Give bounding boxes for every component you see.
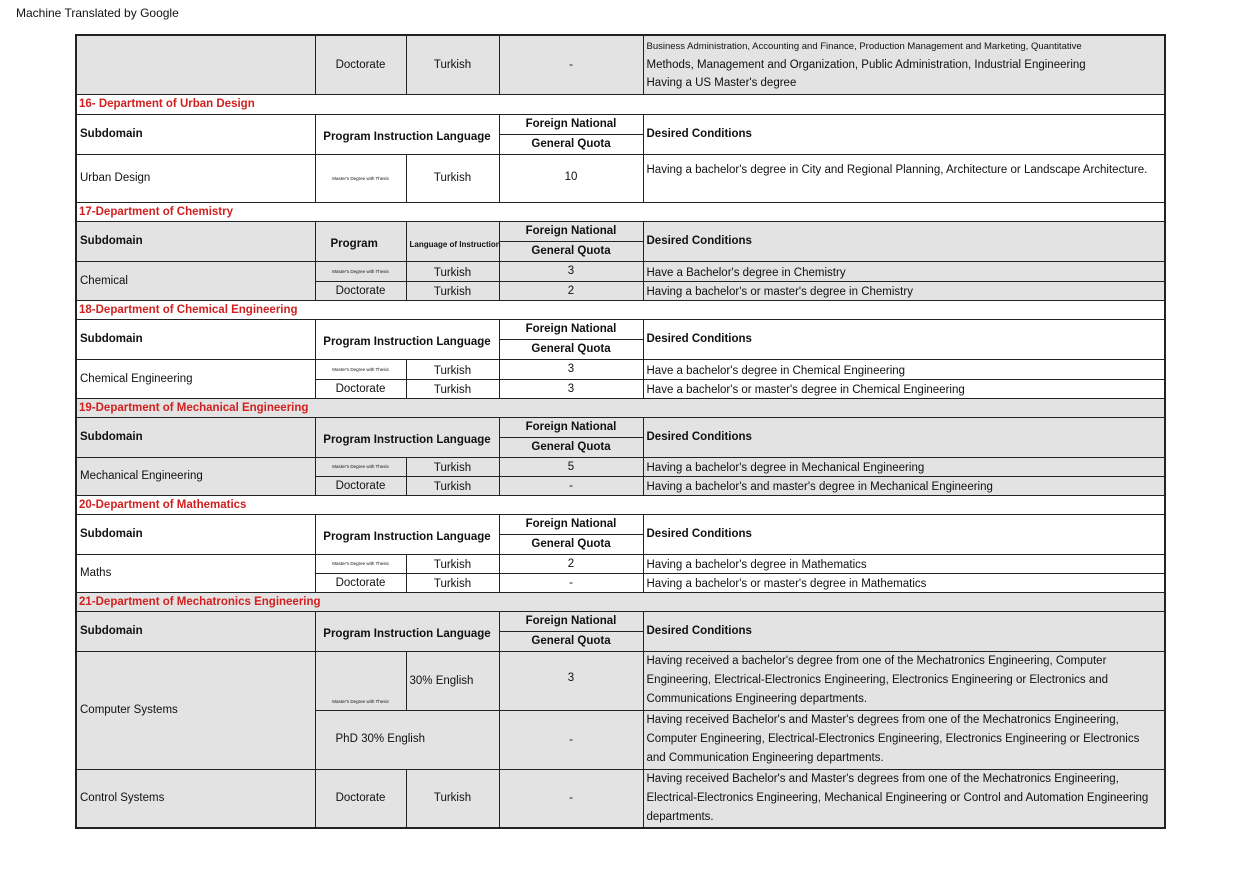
foreign-national-label: Foreign National	[500, 115, 643, 135]
foreign-national-label: Foreign National	[500, 320, 643, 340]
department-title-row	[76, 592, 1165, 611]
foreign-national-label: Foreign National	[500, 515, 643, 535]
quota-cell: -	[499, 573, 643, 592]
department-title: 18-Department of Chemical Engineering	[76, 300, 1165, 319]
conditions-cell: Having received Bachelor's and Master's degrees from one of the Mechatronics Engineering, Computer Engineering, Electrical-Electronics Engineering, Electronics Engineering or Electronics and Communication Engineering departments.	[643, 710, 1165, 769]
header-row	[76, 417, 1165, 457]
subdomain-header: Subdomain	[76, 114, 315, 154]
table-row	[76, 651, 1165, 710]
conditions-cell: Having a bachelor's or master's degree in Mathematics	[643, 573, 1165, 592]
subdomain-cell: Computer Systems	[76, 651, 315, 769]
header-row	[76, 114, 1165, 154]
conditions-cell: Having a bachelor's or master's degree in Chemistry	[643, 281, 1165, 300]
subdomain-cell: Chemical	[76, 261, 315, 300]
foreign-national-label: Foreign National	[500, 222, 643, 242]
table-row	[76, 769, 1165, 828]
department-title-row	[76, 398, 1165, 417]
department-title-row	[76, 300, 1165, 319]
program-cell: Master's Degree with Thesis	[315, 261, 406, 281]
language-cell: 30% English	[406, 651, 499, 710]
table-row	[76, 554, 1165, 573]
quota-header	[499, 514, 643, 554]
language-header: Language of Instruction	[406, 221, 499, 261]
quota-cell: -	[499, 476, 643, 495]
program-cell: Master's Degree with Thesis	[315, 651, 406, 710]
department-title: 21-Department of Mechatronics Engineering	[76, 592, 1165, 611]
subdomain-cell: Maths	[76, 554, 315, 592]
program-cell: Doctorate	[315, 476, 406, 495]
program-language-cell	[315, 710, 499, 769]
quota-cell: 5	[499, 457, 643, 476]
language-cell: Turkish	[406, 261, 499, 281]
language-cell: Turkish	[406, 154, 499, 202]
conditions-cell: Having received Bachelor's and Master's degrees from one of the Mechatronics Engineering, Electrical-Electronics Engineering, Mechanical Engineering or Control and Automation Engineering departments.	[643, 769, 1165, 828]
header-row	[76, 221, 1165, 261]
subdomain-cell	[76, 35, 315, 94]
quota-cell: 3	[499, 379, 643, 398]
subdomain-cell: Mechanical Engineering	[76, 457, 315, 495]
program-cell: Doctorate	[315, 35, 406, 94]
language-cell: Turkish	[406, 281, 499, 300]
conditions-cell: Have a bachelor's degree in Chemical Engineering	[643, 359, 1165, 379]
foreign-national-label: Foreign National	[500, 612, 643, 632]
program-cell: Master's Degree with Thesis	[315, 359, 406, 379]
table-row	[76, 35, 1165, 94]
language-cell: Turkish	[406, 476, 499, 495]
subdomain-header: Subdomain	[76, 221, 315, 261]
quota-header	[499, 417, 643, 457]
table-row	[76, 457, 1165, 476]
department-title-row	[76, 94, 1165, 114]
condition-line: Methods, Management and Organization, Public Administration, Industrial Engineering	[646, 58, 1086, 71]
quota-cell: 2	[499, 554, 643, 573]
subdomain-cell: Urban Design	[76, 154, 315, 202]
conditions-header: Desired Conditions	[643, 114, 1165, 154]
program-cell: Master's Degree with Thesis	[315, 554, 406, 573]
conditions-header: Desired Conditions	[643, 221, 1165, 261]
conditions-header: Desired Conditions	[643, 417, 1165, 457]
program-cell: Master's Degree with Thesis	[315, 457, 406, 476]
conditions-header: Desired Conditions	[643, 514, 1165, 554]
language-cell: Turkish	[406, 554, 499, 573]
department-title-row	[76, 202, 1165, 221]
department-title: 16- Department of Urban Design	[76, 94, 1165, 114]
general-quota-label: General Quota	[531, 244, 611, 257]
quota-cell: -	[499, 35, 643, 94]
program-language-header: Program Instruction Language	[315, 514, 499, 554]
subdomain-cell: Control Systems	[76, 769, 315, 828]
language-cell: Turkish	[406, 359, 499, 379]
language-cell: Turkish	[406, 457, 499, 476]
header-row	[76, 611, 1165, 651]
program-cell: Doctorate	[315, 281, 406, 300]
quota-cell: 10	[499, 154, 643, 202]
quota-cell: 3	[499, 261, 643, 281]
program-language-header: Program Instruction Language	[315, 114, 499, 154]
condition-line: Having a US Master's degree	[646, 76, 797, 89]
quota-header	[499, 611, 643, 651]
language-cell: Turkish	[406, 35, 499, 94]
department-title: 17-Department of Chemistry	[76, 202, 1165, 221]
subdomain-header: Subdomain	[76, 417, 315, 457]
foreign-national-label: Foreign National	[500, 418, 643, 438]
subdomain-header: Subdomain	[76, 514, 315, 554]
quota-cell: 3	[499, 359, 643, 379]
quota-cell: -	[499, 769, 643, 828]
table-row	[76, 154, 1165, 202]
program-language-header: Program Instruction Language	[315, 319, 499, 359]
program-cell: Doctorate	[315, 573, 406, 592]
program-language-text: PhD 30% English	[335, 732, 425, 745]
header-row	[76, 514, 1165, 554]
program-cell: Doctorate	[315, 379, 406, 398]
quota-cell: -	[499, 710, 643, 769]
table-row	[76, 359, 1165, 379]
conditions-cell: Having a bachelor's degree in City and Regional Planning, Architecture or Landscape Architecture.	[643, 154, 1165, 202]
language-cell: Turkish	[406, 379, 499, 398]
program-header: Program	[315, 221, 406, 261]
conditions-cell: Having a bachelor's and master's degree in Mechanical Engineering	[643, 476, 1165, 495]
quota-cell: 2	[499, 281, 643, 300]
general-quota-label: General Quota	[531, 137, 611, 150]
header-row	[76, 319, 1165, 359]
machine-translated-note: Machine Translated by Google	[16, 6, 179, 20]
conditions-cell: Having a bachelor's degree in Mathematics	[643, 554, 1165, 573]
language-cell: Turkish	[406, 769, 499, 828]
conditions-cell: Have a bachelor's or master's degree in Chemical Engineering	[643, 379, 1165, 398]
program-cell: Master's Degree with Thesis	[315, 154, 406, 202]
program-language-header: Program Instruction Language	[315, 611, 499, 651]
program-language-header: Program Instruction Language	[315, 417, 499, 457]
conditions-cell	[643, 35, 1165, 94]
department-title-row	[76, 495, 1165, 514]
department-title: 20-Department of Mathematics	[76, 495, 1165, 514]
program-cell: Doctorate	[315, 769, 406, 828]
conditions-cell: Having received a bachelor's degree from one of the Mechatronics Engineering, Computer Engineering, Electrical-Electronics Engineering, Electronics Engineering or Electronics and Communications Engineering departments.	[643, 651, 1165, 710]
conditions-header: Desired Conditions	[643, 319, 1165, 359]
condition-line: Business Administration, Accounting and Finance, Production Management and Marketing, Quantitative	[646, 40, 1082, 52]
quota-cell: 3	[499, 651, 643, 710]
quota-header	[499, 319, 643, 359]
general-quota-label: General Quota	[531, 342, 611, 355]
conditions-header: Desired Conditions	[643, 611, 1165, 651]
subdomain-header: Subdomain	[76, 319, 315, 359]
general-quota-label: General Quota	[531, 440, 611, 453]
language-cell: Turkish	[406, 573, 499, 592]
general-quota-label: General Quota	[531, 634, 611, 647]
department-quota-table	[75, 34, 1166, 829]
quota-header	[499, 114, 643, 154]
conditions-cell: Having a bachelor's degree in Mechanical Engineering	[643, 457, 1165, 476]
general-quota-label: General Quota	[531, 537, 611, 550]
subdomain-cell: Chemical Engineering	[76, 359, 315, 398]
subdomain-header: Subdomain	[76, 611, 315, 651]
conditions-cell: Have a Bachelor's degree in Chemistry	[643, 261, 1165, 281]
table-row	[76, 261, 1165, 281]
department-title: 19-Department of Mechanical Engineering	[76, 398, 1165, 417]
quota-header	[499, 221, 643, 261]
